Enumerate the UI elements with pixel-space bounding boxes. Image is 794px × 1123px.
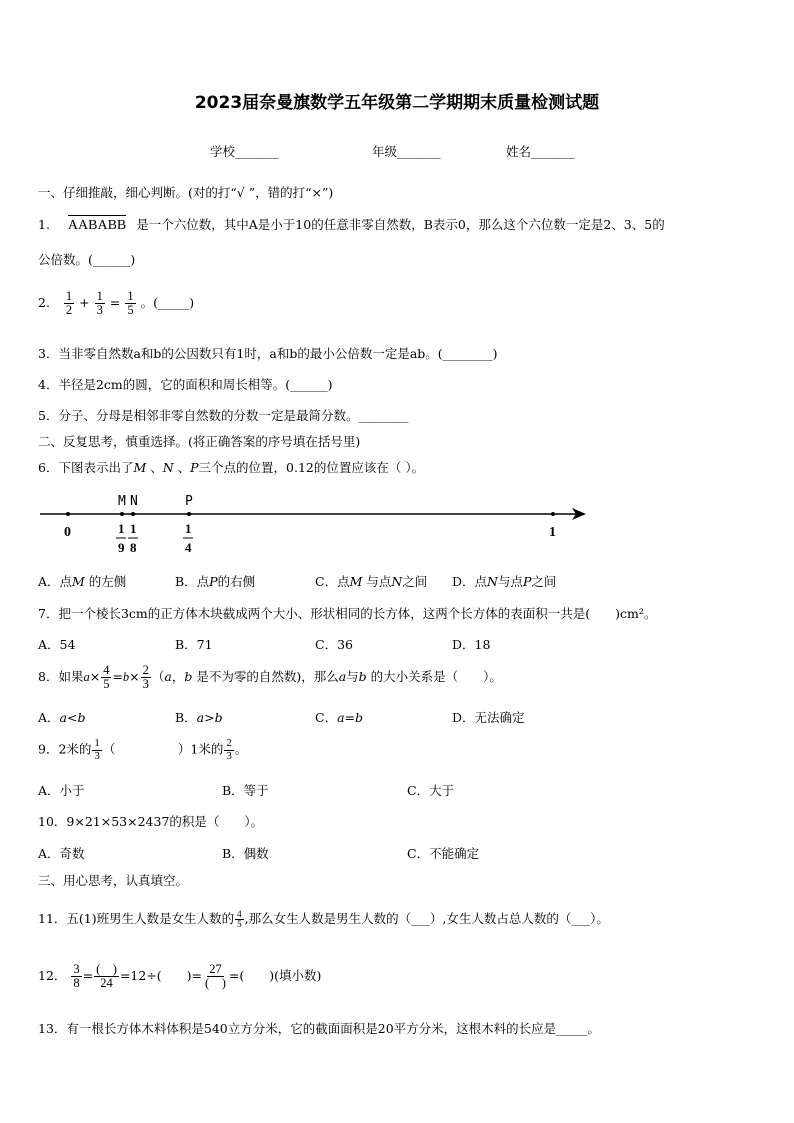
fraction: $\frac{( )}{24}$ bbox=[96, 962, 117, 991]
tick-fraction-denominator: 4 bbox=[185, 540, 192, 555]
option-c: C．点𝑀 与点𝑁之间 bbox=[315, 574, 428, 589]
question-text: 。 bbox=[234, 741, 248, 757]
option-d: D．无法确定 bbox=[452, 710, 525, 725]
point-zero bbox=[66, 512, 70, 516]
point-n bbox=[131, 512, 135, 516]
section-heading-2: 二、反复思考，慎重选择。(将正确答案的序号填在括号里) bbox=[38, 434, 361, 449]
fraction: $\frac{1}{2}$ bbox=[65, 289, 73, 318]
question-number: 12． bbox=[38, 968, 67, 984]
number-line-figure bbox=[0, 486, 794, 566]
question-text: =( )(填小数) bbox=[228, 968, 322, 984]
point-m bbox=[120, 512, 124, 516]
question-7: 7．把一个棱长3cm的正方体木块截成两个大小、形状相同的长方体，这两个长方体的表面积一共是( )cm²。 bbox=[38, 606, 657, 621]
option-d: D．18 bbox=[452, 637, 491, 652]
fraction: $\frac{4}{5}$ bbox=[237, 908, 242, 929]
question-text: （𝑎，𝑏 是不为零的自然数)，那么𝑎与𝑏 的大小关系是（ ）。 bbox=[151, 669, 502, 685]
question-4: 4．半径是2cm的圆，它的面积和周长相等。(______) bbox=[38, 377, 333, 392]
option-b: B．偶数 bbox=[222, 846, 269, 861]
question-11 bbox=[38, 909, 609, 929]
fraction: $\frac{1}{3}$ bbox=[94, 737, 100, 762]
question-text: 8．如果 bbox=[38, 669, 84, 685]
times-sign: × bbox=[89, 669, 101, 685]
label-p: P bbox=[185, 494, 193, 509]
question-12 bbox=[38, 963, 321, 990]
question-text: （ ）1米的 bbox=[102, 741, 224, 757]
grade-field: 年级_______ bbox=[372, 144, 441, 159]
option-c: C．大于 bbox=[407, 783, 455, 798]
question-13: 13．有一根长方体木料体积是540立方分米，它的截面面积是20平方分米，这根木料的长应是_____。 bbox=[38, 1021, 600, 1036]
label-n: N bbox=[130, 494, 138, 509]
fraction: $\frac{27}{( )}$ bbox=[205, 962, 226, 991]
question-10: 10．9×21×53×2437的积是（ ）。 bbox=[38, 814, 264, 829]
question-6: 6．下图表示出了𝑀 、𝑁 、𝑃三个点的位置，0.12的位置应该在（ ）。 bbox=[38, 460, 425, 475]
variable-b: b bbox=[122, 670, 130, 685]
fraction: $\frac{2}{3}$ bbox=[226, 737, 232, 762]
tick-fraction-denominator: 9 bbox=[118, 540, 125, 555]
section-heading-3: 三、用心思考，认真填空。 bbox=[38, 873, 189, 888]
question-9 bbox=[38, 738, 247, 762]
question-text: 是一个六位数，其中A是小于10的任意非零自然数，B表示0，那么这个六位数一定是2、3、5的 bbox=[136, 217, 665, 232]
question-text: 9．2米的 bbox=[38, 741, 92, 757]
equals-sign: = bbox=[109, 295, 121, 311]
tick-fraction-numerator: 1 bbox=[130, 521, 137, 536]
option-c: C．不能确定 bbox=[407, 846, 480, 861]
tick-fraction-denominator: 8 bbox=[130, 540, 137, 555]
tick-fraction-numerator: 1 bbox=[185, 521, 192, 536]
equals-sign: = bbox=[82, 968, 94, 984]
option-a: A．点𝑀 的左侧 bbox=[38, 574, 127, 589]
fraction: $\frac{4}{5}$ bbox=[103, 663, 110, 692]
plus-sign: + bbox=[79, 295, 90, 311]
question-number: 2. bbox=[38, 295, 50, 311]
six-digit-number: AABABB bbox=[68, 215, 126, 233]
option-c: C．36 bbox=[315, 637, 353, 652]
fraction: $\frac{1}{5}$ bbox=[127, 289, 134, 318]
option-b: B．71 bbox=[175, 637, 213, 652]
times-sign: × bbox=[129, 669, 140, 685]
fraction: $\frac{2}{3}$ bbox=[142, 663, 149, 692]
equals-sign: = bbox=[112, 669, 123, 685]
option-b: B．点𝑃的右侧 bbox=[175, 574, 256, 589]
question-2 bbox=[38, 290, 194, 317]
question-1-continued: 公倍数。(______) bbox=[38, 252, 136, 267]
question-3: 3．当非零自然数a和b的公因数只有1时，a和b的最小公倍数一定是ab。(________) bbox=[38, 346, 498, 361]
question-5: 5．分子、分母是相邻非零自然数的分数一定是最简分数。________ bbox=[38, 408, 409, 423]
fraction: $\frac{3}{8}$ bbox=[73, 962, 80, 991]
option-c: C．𝑎=𝑏 bbox=[315, 710, 363, 725]
label-one: 1 bbox=[549, 525, 556, 540]
question-text: ,那么女生人数是男生人数的（___）,女生人数占总人数的（___）。 bbox=[244, 911, 609, 926]
question-8 bbox=[38, 664, 502, 691]
label-m: M bbox=[118, 494, 126, 509]
name-field: 姓名_______ bbox=[506, 144, 575, 159]
option-d: D．点𝑁与点𝑃之间 bbox=[452, 574, 557, 589]
tick-fraction-numerator: 1 bbox=[118, 521, 125, 536]
question-text: 。(_____) bbox=[140, 295, 195, 311]
option-a: A．𝑎<𝑏 bbox=[38, 710, 86, 725]
option-a: A．奇数 bbox=[38, 846, 85, 861]
school-field: 学校_______ bbox=[210, 144, 279, 159]
question-text: =12÷( )= bbox=[119, 968, 203, 984]
point-one bbox=[551, 512, 555, 516]
fraction: $\frac{1}{3}$ bbox=[96, 289, 103, 318]
page-title: 2023届奈曼旗数学五年级第二学期期末质量检测试题 bbox=[194, 93, 600, 113]
label-zero: 0 bbox=[64, 525, 71, 540]
question-1 bbox=[38, 215, 665, 234]
variable-a: a bbox=[83, 670, 90, 685]
point-p bbox=[187, 512, 191, 516]
option-a: A．54 bbox=[38, 637, 76, 652]
option-b: B．𝑎>𝑏 bbox=[175, 710, 223, 725]
option-a: A．小于 bbox=[38, 783, 85, 798]
section-heading-1: 一、仔细推敲，细心判断。(对的打“√ ”，错的打“×”) bbox=[38, 185, 334, 200]
question-text: 11．五(1)班男生人数是女生人数的 bbox=[38, 911, 235, 926]
question-number: 1. bbox=[38, 217, 50, 232]
option-b: B．等于 bbox=[222, 783, 269, 798]
